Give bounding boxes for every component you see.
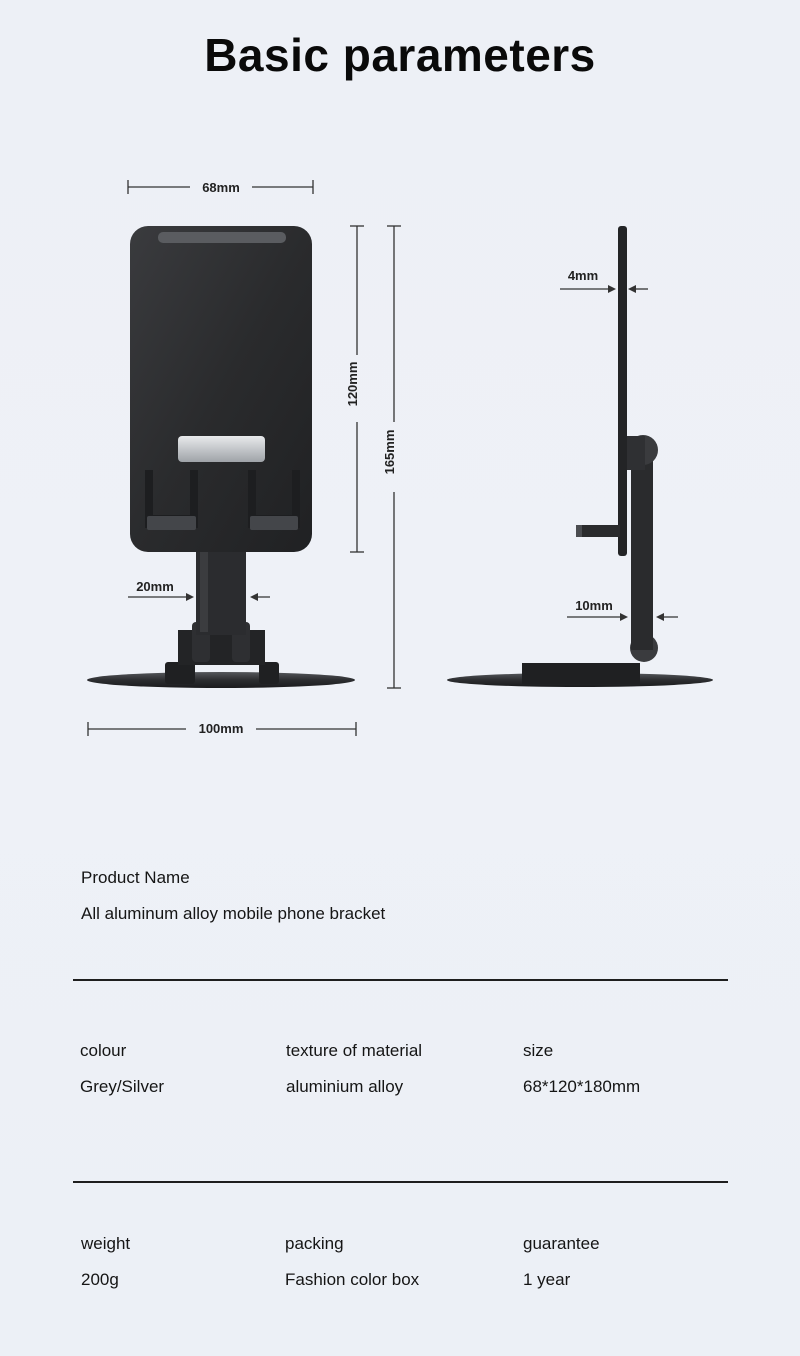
dim-100mm — [88, 721, 356, 736]
dim-label-width-top: 68mm — [202, 180, 240, 195]
spec-value-guarantee: 1 year — [523, 1270, 571, 1289]
product-name-label: Product Name — [81, 868, 190, 887]
spec-label-size: size — [523, 1041, 554, 1060]
side-plate — [618, 226, 627, 556]
product-name-value: All aluminum alloy mobile phone bracket — [81, 904, 386, 923]
spec-value-material: aluminium alloy — [286, 1077, 404, 1096]
side-stem — [631, 455, 653, 650]
dim-label-base-width: 100mm — [198, 721, 244, 736]
dim-label-plate-thickness: 4mm — [567, 268, 599, 283]
spec-value-size: 68*120*180mm — [523, 1077, 641, 1096]
front-view-stand — [87, 226, 355, 688]
front-base — [87, 672, 355, 688]
spec-value-weight: 200g — [81, 1270, 119, 1289]
dim-120mm — [345, 226, 364, 552]
spec-label-guarantee: guarantee — [523, 1234, 600, 1253]
spec-label-colour: colour — [80, 1041, 127, 1060]
spec-label-material: texture of material — [286, 1041, 423, 1060]
spec-value-packing: Fashion color box — [285, 1270, 420, 1289]
page-title: Basic parameters — [204, 29, 596, 81]
dim-label-height-total: 165mm — [382, 429, 397, 475]
front-plate — [130, 226, 312, 552]
logo-plate — [178, 436, 265, 462]
spec-label-weight: weight — [81, 1234, 131, 1253]
dim-label-height-plate: 120mm — [345, 361, 360, 407]
spec-label-packing: packing — [285, 1234, 344, 1253]
dim-label-stem-width: 20mm — [136, 579, 174, 594]
dim-10mm — [567, 598, 678, 621]
dim-label-stem-thickness: 10mm — [575, 598, 613, 613]
side-view-stand — [447, 226, 713, 687]
divider — [73, 1181, 728, 1183]
divider — [73, 979, 728, 981]
dim-68mm — [128, 180, 313, 195]
dim-4mm — [560, 268, 648, 293]
spec-value-colour: Grey/Silver — [80, 1077, 165, 1096]
dim-165mm — [382, 226, 401, 688]
